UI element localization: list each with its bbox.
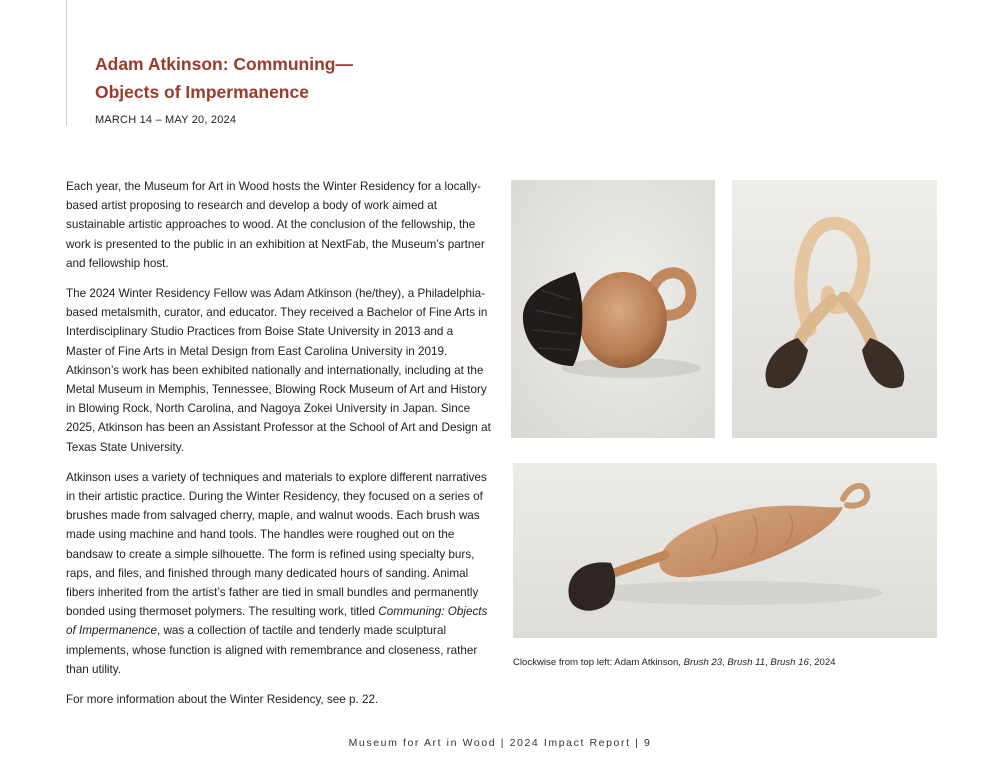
caption-work-brush-23: Brush 23 [683,657,723,668]
photo-brush-23 [511,180,715,438]
caption-separator-1: , [722,657,728,668]
title-line-2: Objects of Impermanence [95,82,309,102]
caption-work-brush-11: Brush 11 [727,657,766,668]
paragraph-intro: Each year, the Museum for Art in Wood hosts the Winter Residency for a locally-based artist proposing to research and develop a body of work aimed at sustainable artistic approaches to wood. At the conclusion of the fellowship, the work is presented to the public in an exhibition at NextFab, the Museum’s partner and fellowship host. [66,180,485,270]
photo-caption [513,657,836,668]
paragraph-more-info: For more information about the Winter Residency, see p. 22. [66,693,379,707]
caption-year: , 2024 [808,657,836,668]
process-text-start: Atkinson uses a variety of techniques and materials to explore different narratives in their artistic practice. During the Winter Residency, they focused on a series of brushes made from salvaged cherry, maple, and walnut woods. Each brush was made using machine and hand tools. The handles were roughed out on the bandsaw to create a simple silhouette. The form is refined using specialty burs, raps, and files, and finished through many dedicated hours of sanding. Animal fibers inherited from the artist’s father are tied in small bundles and permanently bonded using thermoset polymers. The resulting work, titled [66,470,487,619]
caption-work-brush-16: Brush 16 [770,657,809,668]
title-line-1: Adam Atkinson: Communing— [95,54,353,74]
photo-brush-16 [513,463,937,638]
exhibition-title [95,50,353,106]
exhibition-work-title: Communing: Objects of Impermanence [66,605,488,638]
process-text-end: , was a collection of tactile and tenderly made sculptural implements, whose function is aligned with remembrance and closeness, rather than utility. [66,624,478,676]
exhibition-dates: MARCH 14 – MAY 20, 2024 [95,114,237,126]
caption-prefix: Clockwise from top left: Adam Atkinson, [513,657,684,668]
photo-brush-11 [732,180,937,438]
paragraph-fellow: The 2024 Winter Residency Fellow was Adam Atkinson (he/they), a Philadelphia-based metalsmith, curator, and educator. They received a Bachelor of Fine Arts in Interdisciplinary Studio Practices from Boise State University in 2013 and a Master of Fine Arts in Metal Design from East Carolina University in 2019. Atkinson’s work has been exhibited nationally and internationally, including at the Metal Museum in Memphis, Tennessee, Blowing Rock Museum of Art and History in Blowing Rock, North Carolina, and Nagoya Zokei University in Japan. Since 2025, Atkinson has been an Assistant Professor at the School of Art and Design at Texas State University. [66,287,491,454]
paragraph-process [66,468,491,679]
caption-separator-2: , [765,657,771,668]
body-text [66,177,491,709]
header-divider [66,0,67,126]
page-footer: Museum for Art in Wood | 2024 Impact Report | 9 [348,737,652,749]
